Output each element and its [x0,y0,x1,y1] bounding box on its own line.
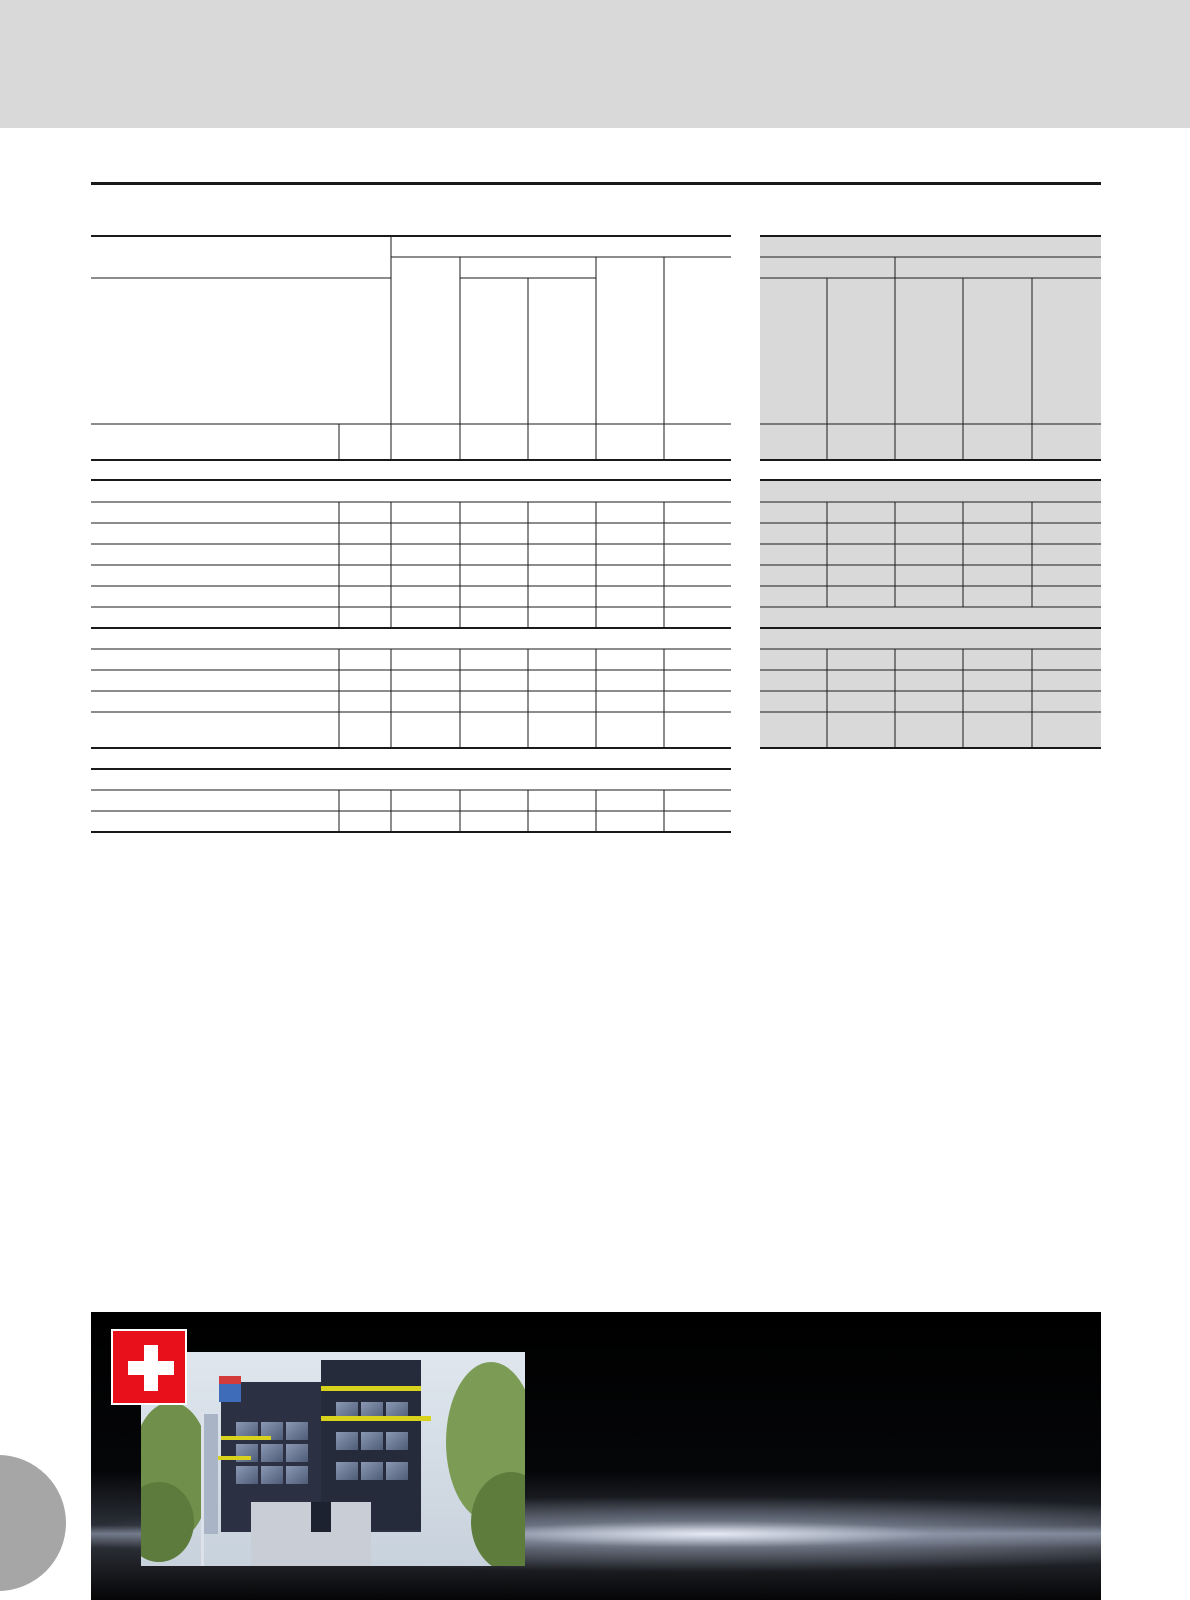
building-photo [141,1352,525,1566]
right-table [760,236,1101,748]
right-table-body-fill [760,480,1101,748]
swiss-flag-icon [111,1329,187,1405]
right-table-header-fill [760,236,1101,460]
left-table [91,236,731,832]
banner [91,1312,1101,1600]
